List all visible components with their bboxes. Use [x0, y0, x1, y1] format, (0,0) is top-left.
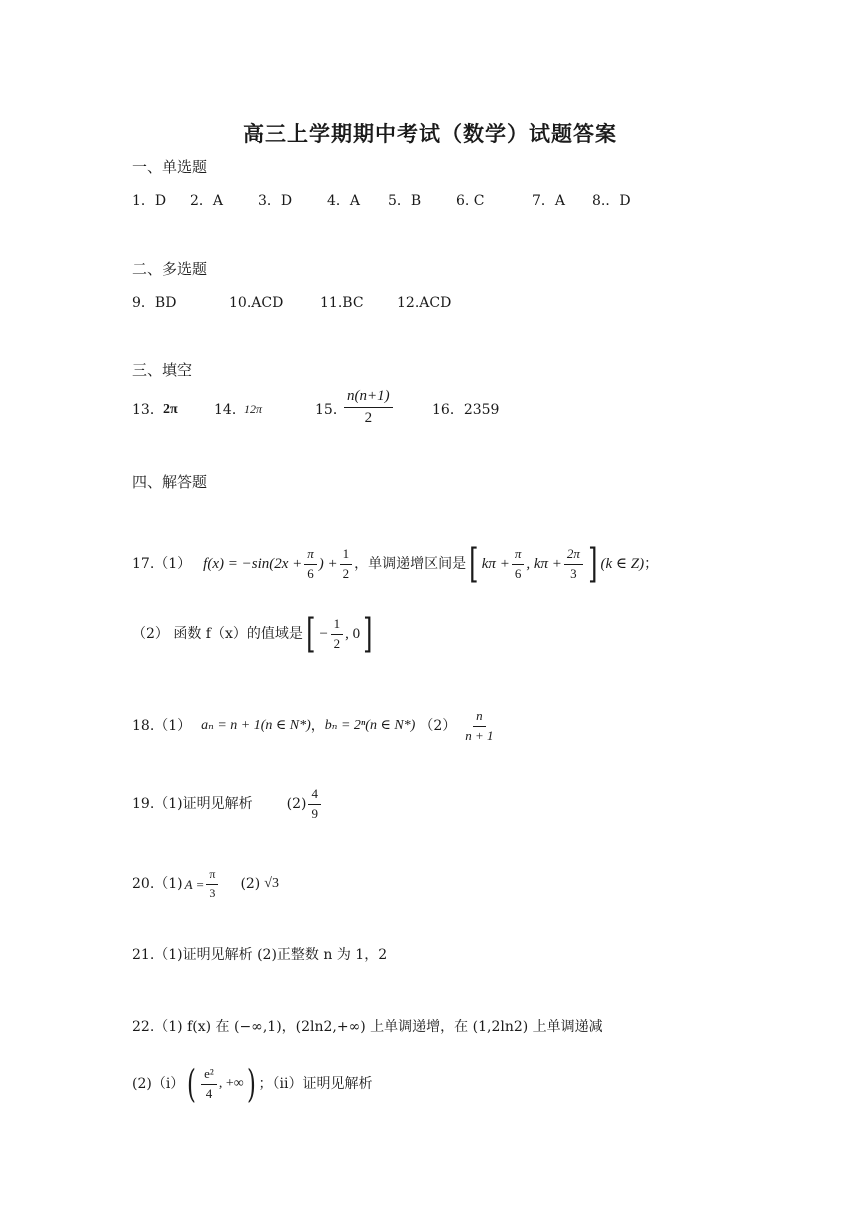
- fraction-numerator: n(n+1): [344, 388, 393, 408]
- left-paren: (: [187, 1062, 197, 1106]
- q17-semicolon: ；: [644, 556, 659, 572]
- q18-label: 18.（1）: [132, 718, 192, 734]
- q18-frac-num: n: [473, 709, 486, 726]
- answer-20: [132, 866, 279, 902]
- q22-frac-den: 4: [205, 1085, 213, 1101]
- answer-14-label: 14．: [214, 402, 246, 418]
- q17-function-lhs: f(x) = −sin(2x +: [203, 555, 303, 572]
- q19-part1: 19.（1)证明见解析: [132, 796, 253, 812]
- answer-13-value: 2π: [163, 402, 178, 417]
- fraction-denominator: 2: [364, 409, 373, 426]
- q17-label: 17.（1）: [132, 556, 192, 572]
- q20-a-eq: A =: [184, 876, 205, 892]
- half-den: 2: [342, 565, 350, 581]
- q17-plus: ) +: [318, 555, 338, 572]
- right-bracket: ]: [588, 541, 598, 587]
- section-heading-solutions: 四、解答题: [132, 473, 208, 491]
- q19-frac-num: 4: [308, 787, 321, 804]
- q18-an: aₙ = n + 1(n ∈ N*): [201, 718, 311, 733]
- answer-13-label: 13．: [132, 402, 164, 418]
- negative-sign: −: [318, 625, 329, 642]
- answer-6: 6. C: [456, 193, 485, 209]
- right-paren: ): [246, 1062, 256, 1106]
- answer-19: [132, 786, 323, 822]
- half-num: 1: [340, 547, 353, 564]
- zero: , 0: [345, 625, 361, 642]
- q17-k-in-z: (k ∈ Z): [600, 555, 645, 572]
- q20-sqrt3: √3: [264, 876, 279, 891]
- pi-over-6-den: 6: [307, 565, 314, 581]
- left-bracket: [: [306, 611, 316, 657]
- q17-k-pi: kπ +: [481, 555, 510, 572]
- answer-18: [132, 708, 499, 744]
- answer-9: 9．BD: [132, 295, 177, 311]
- q20-frac-den: 3: [209, 885, 216, 900]
- answer-1: 1．D: [132, 193, 167, 209]
- answer-8: 8.．D: [592, 193, 631, 209]
- q20-part1-label: 20.（1): [132, 876, 183, 892]
- answer-17-part-1: [132, 541, 659, 587]
- answer-2: 2．A: [190, 193, 224, 209]
- q22-part2-label: (2)（i）: [132, 1076, 185, 1092]
- page-title: 高三上学期期中考试（数学）试题答案: [243, 122, 617, 146]
- section-heading-fill-in: 三、填空: [132, 361, 193, 379]
- pi-over-6-num: π: [304, 547, 317, 564]
- answer-3: 3．D: [258, 193, 293, 209]
- q20-part2-label: (2): [240, 876, 261, 892]
- q17-comma-k-pi: , kπ +: [526, 555, 562, 572]
- answer-12: 12.ACD: [397, 295, 452, 311]
- answer-15-fraction: [342, 388, 395, 426]
- two-pi-over-3-num: 2π: [564, 547, 583, 564]
- half-num: 1: [331, 617, 344, 634]
- answer-22-part-1: 22.（1) f(x) 在 (−∞,1)，(2ln2,+∞) 上单调递增，在 (1,2ln2) 上单调递减: [132, 1019, 603, 1035]
- right-bracket: ]: [363, 611, 373, 657]
- section-heading-single-choice: 一、单选题: [132, 158, 208, 176]
- q18-separator: ，: [310, 718, 325, 734]
- q20-frac-num: π: [206, 868, 218, 884]
- answer-16: 16．2359: [432, 402, 500, 418]
- two-pi-over-3-den: 3: [570, 565, 577, 581]
- q22-tail: , +∞: [218, 1076, 244, 1091]
- q19-frac-den: 9: [311, 805, 318, 821]
- answer-4: 4．A: [327, 193, 361, 209]
- answer-17-part-2: [132, 611, 376, 657]
- answer-10: 10.ACD: [229, 295, 284, 311]
- pi-over-6b-den: 6: [514, 565, 522, 581]
- q17-part2-label: （2） 函数 f（x）的值域是: [132, 626, 303, 642]
- q18-part2-label: （2）: [419, 718, 457, 734]
- pi-over-6b-num: π: [512, 547, 525, 564]
- q19-part2-label: (2): [286, 796, 307, 812]
- answer-21: 21.（1)证明见解析 (2)正整数 n 为 1，2: [132, 947, 388, 963]
- answer-22-part-2: [132, 1064, 373, 1104]
- q22-frac-num: e²: [201, 1067, 217, 1084]
- left-bracket: [: [469, 541, 479, 587]
- answer-11: 11.BC: [320, 295, 364, 311]
- section-heading-multi-choice: 二、多选题: [132, 260, 208, 278]
- q17-increasing-text: ，单调递增区间是: [354, 556, 467, 572]
- q18-bn: bₙ = 2ⁿ(n ∈ N*): [324, 718, 416, 733]
- answer-15-label: 15．: [315, 402, 347, 418]
- answer-7: 7．A: [532, 193, 566, 209]
- half-den: 2: [333, 635, 341, 651]
- q18-frac-den: n + 1: [465, 727, 494, 743]
- answer-5: 5．B: [388, 193, 422, 209]
- q22-rest: ；（ii）证明见解析: [258, 1076, 373, 1092]
- answer-14-value: 12π: [244, 402, 263, 416]
